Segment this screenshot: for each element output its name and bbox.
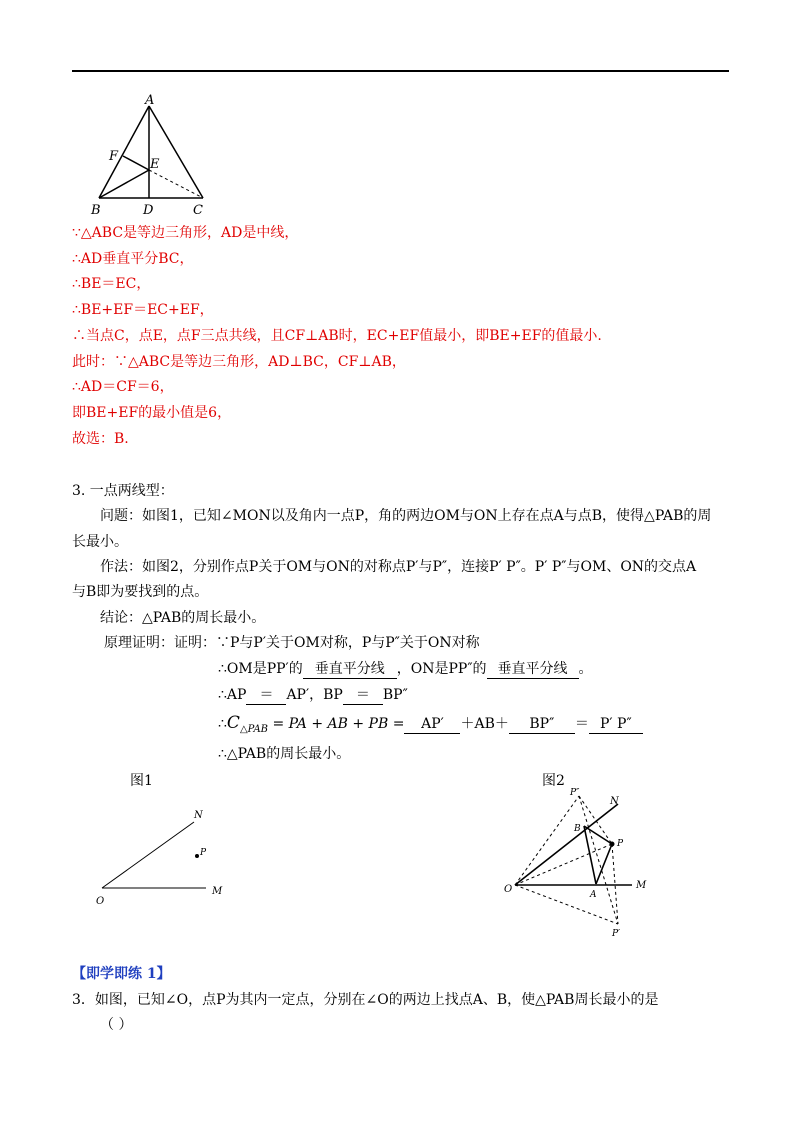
label-D: D	[143, 203, 154, 217]
fig2-label-Pp: P′	[612, 929, 621, 939]
method-line-1: 作法：如图2，分别作点P关于OM与ON的对称点P′与P″，连接P′ P″。P′ P″与OM、ON的交点A	[100, 559, 697, 575]
fig2-label-A: A	[590, 890, 597, 900]
practice-tag: 【即学即练 1】	[72, 966, 171, 982]
fig1-label-P: P	[200, 848, 207, 858]
proof-intro: 原理证明：证明：∵P与P′关于OM对称，P与P″关于ON对称	[104, 635, 480, 651]
conclusion-line: 结论：△PAB的周长最小。	[100, 610, 266, 626]
problem-line-1: 问题：如图1，已知∠MON以及角内一点P，角的两边OM与ON上存在点A与点B，使得△PAB的周	[100, 508, 712, 524]
figure2-reflection	[500, 784, 660, 944]
proof-line-5: ∴△PAB的周长最小。	[218, 746, 351, 762]
solution-line-3: ∴BE＝EC，	[72, 276, 151, 292]
fig2-label-P: P	[617, 839, 624, 849]
label-E: E	[150, 157, 160, 172]
label-F: F	[109, 149, 119, 164]
fig2-label-O: O	[504, 884, 513, 895]
fig2-label-M: M	[636, 880, 647, 891]
fig2-label-B: B	[574, 824, 581, 834]
blank-eq-1: ＝	[246, 686, 286, 705]
figure1-angle	[90, 800, 240, 910]
proof-line-2: ∴OM是PP′的 垂直平分线 ，ON是PP″的 垂直平分线 。	[218, 661, 593, 677]
blank-eq-2: ＝	[343, 686, 383, 705]
proof-line-3: ∴AP ＝ AP′，BP ＝ BP″	[218, 687, 408, 703]
solution-line-1: ∵△ABC是等边三角形，AD是中线，	[72, 225, 299, 241]
triangle-figure	[85, 92, 215, 217]
solution-line-4: ∴BE+EF＝EC+EF，	[72, 302, 214, 318]
blank-p-prime-p-double-prime: P′ P″	[589, 715, 643, 734]
fig1-label-N: N	[194, 810, 203, 821]
blank-ap-prime: AP′	[404, 715, 460, 734]
proof-line-4: $\therefore C_{\triangle PAB}$ = PA + AB + PB = AP′ ＋AB＋ BP″ ＝ P′ P″	[218, 714, 643, 739]
practice-question-1: 3．如图，已知∠O，点P为其内一定点，分别在∠O的两边上找点A、B，使△PAB周长最小的是	[72, 992, 659, 1008]
practice-answer-blank: （ ）	[100, 1017, 133, 1033]
solution-line-6: 此时：∵△ABC是等边三角形，AD⊥BC，CF⊥AB，	[72, 354, 406, 370]
section-heading: 3. 一点两线型：	[72, 483, 174, 499]
label-B: B	[91, 203, 101, 217]
fig1-label-O: O	[96, 896, 105, 907]
label-A: A	[145, 93, 155, 108]
fig2-label-N: N	[610, 796, 619, 807]
header-rule	[72, 70, 729, 72]
solution-line-9: 故选：B.	[72, 431, 129, 447]
problem-line-2: 长最小。	[72, 534, 128, 550]
blank-perp-bisector-1: 垂直平分线	[303, 660, 397, 679]
figure1-caption: 图1	[130, 773, 153, 789]
fig2-label-Ppp: P″	[570, 788, 580, 798]
solution-line-7: ∴AD＝CF＝6，	[72, 379, 174, 395]
solution-line-5: ∴当点C，点E，点F三点共线，且CF⊥AB时，EC+EF值最小，即BE+EF的值最小.	[72, 328, 602, 344]
label-C: C	[193, 203, 203, 217]
blank-bp-double-prime: BP″	[509, 715, 575, 734]
method-line-2: 与B即为要找到的点。	[72, 584, 209, 600]
blank-perp-bisector-2: 垂直平分线	[487, 660, 579, 679]
solution-line-8: 即BE+EF的最小值是6，	[72, 405, 232, 421]
solution-line-2: ∴AD垂直平分BC，	[72, 251, 194, 267]
fig1-label-M: M	[212, 886, 223, 897]
figure2-caption: 图2	[542, 773, 565, 789]
